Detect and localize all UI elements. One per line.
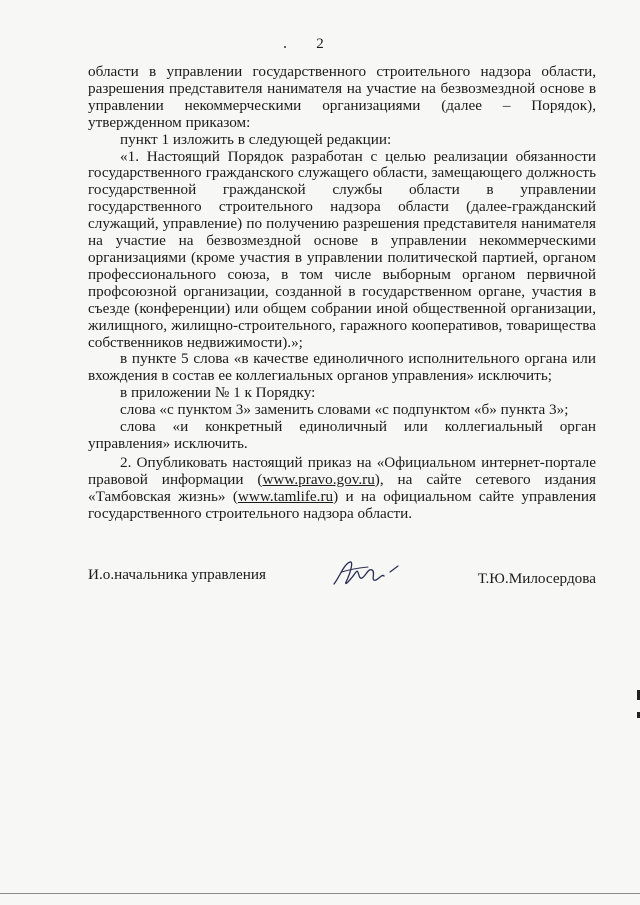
tamlife-link[interactable]: www.tamlife.ru	[237, 487, 334, 505]
handwritten-signature	[328, 554, 408, 596]
appendix-item-2: слова «и конкретный единоличный или коллегиальный орган управления» исключить.	[88, 418, 596, 452]
document-body	[88, 64, 596, 522]
appendix-intro: в приложении № 1 к Порядку:	[120, 384, 316, 402]
publication-text-2: ), на сайте сетевого издания «Тамбовская жизнь» (	[88, 470, 596, 505]
bottom-rule	[0, 893, 640, 894]
intro-paragraph: области в управлении государственного строительного надзора области, разрешения представителя нанимателя на участие на безвозмездной основе в управлении некоммерческими организациями (далее – Порядок), утвержденном приказом:	[88, 63, 596, 131]
signer-position: И.о.начальника управления	[88, 566, 266, 583]
page-number: 2	[316, 36, 324, 52]
point1-text: «1. Настоящий Порядок разработан с целью реализации обязанности государственного гражданского служащего области, замещающего должность государственной гражданской службы области в управлении государственного строительного надзора области (далее-гражданский служащий, управление) по получению разрешения представителя нанимателя на участие на безвозмездной основе в управлении некоммерческими организациями (кроме участия в управлении политической партией, органом профессионального союза, в том числе выборным органом первичной профсоюзной организации, созданной в государственном органе, участия в съезде (конференции) или общем собрании иной общественной организации, жилищного, жилищно-строительного, гаражного кооперативов, товарищества собственников недвижимости).»;	[88, 147, 596, 351]
signer-name: Т.Ю.Милосердова	[477, 570, 596, 587]
publication-text-1: 2. Опубликовать настоящий приказ на «Официальном интернет-портале правовой информации (	[88, 453, 596, 488]
pravo-link[interactable]: www.pravo.gov.ru	[262, 470, 375, 488]
publication-paragraph	[88, 455, 596, 523]
signature-block	[88, 560, 596, 600]
scan-dot	[284, 46, 286, 48]
point5-text: в пункте 5 слова «в качестве единоличного исполнительного органа или вхождения в состав ее коллегиальных органов управления» исключить;	[88, 350, 596, 385]
appendix-item-1: слова «с пунктом 3» заменить словами «с подпунктом «б» пункта 3»;	[120, 401, 569, 419]
publication-text-3: ) и на официальном сайте управления государственного строительного надзора области.	[88, 487, 596, 522]
point1-intro: пункт 1 изложить в следующей редакции:	[120, 130, 392, 148]
